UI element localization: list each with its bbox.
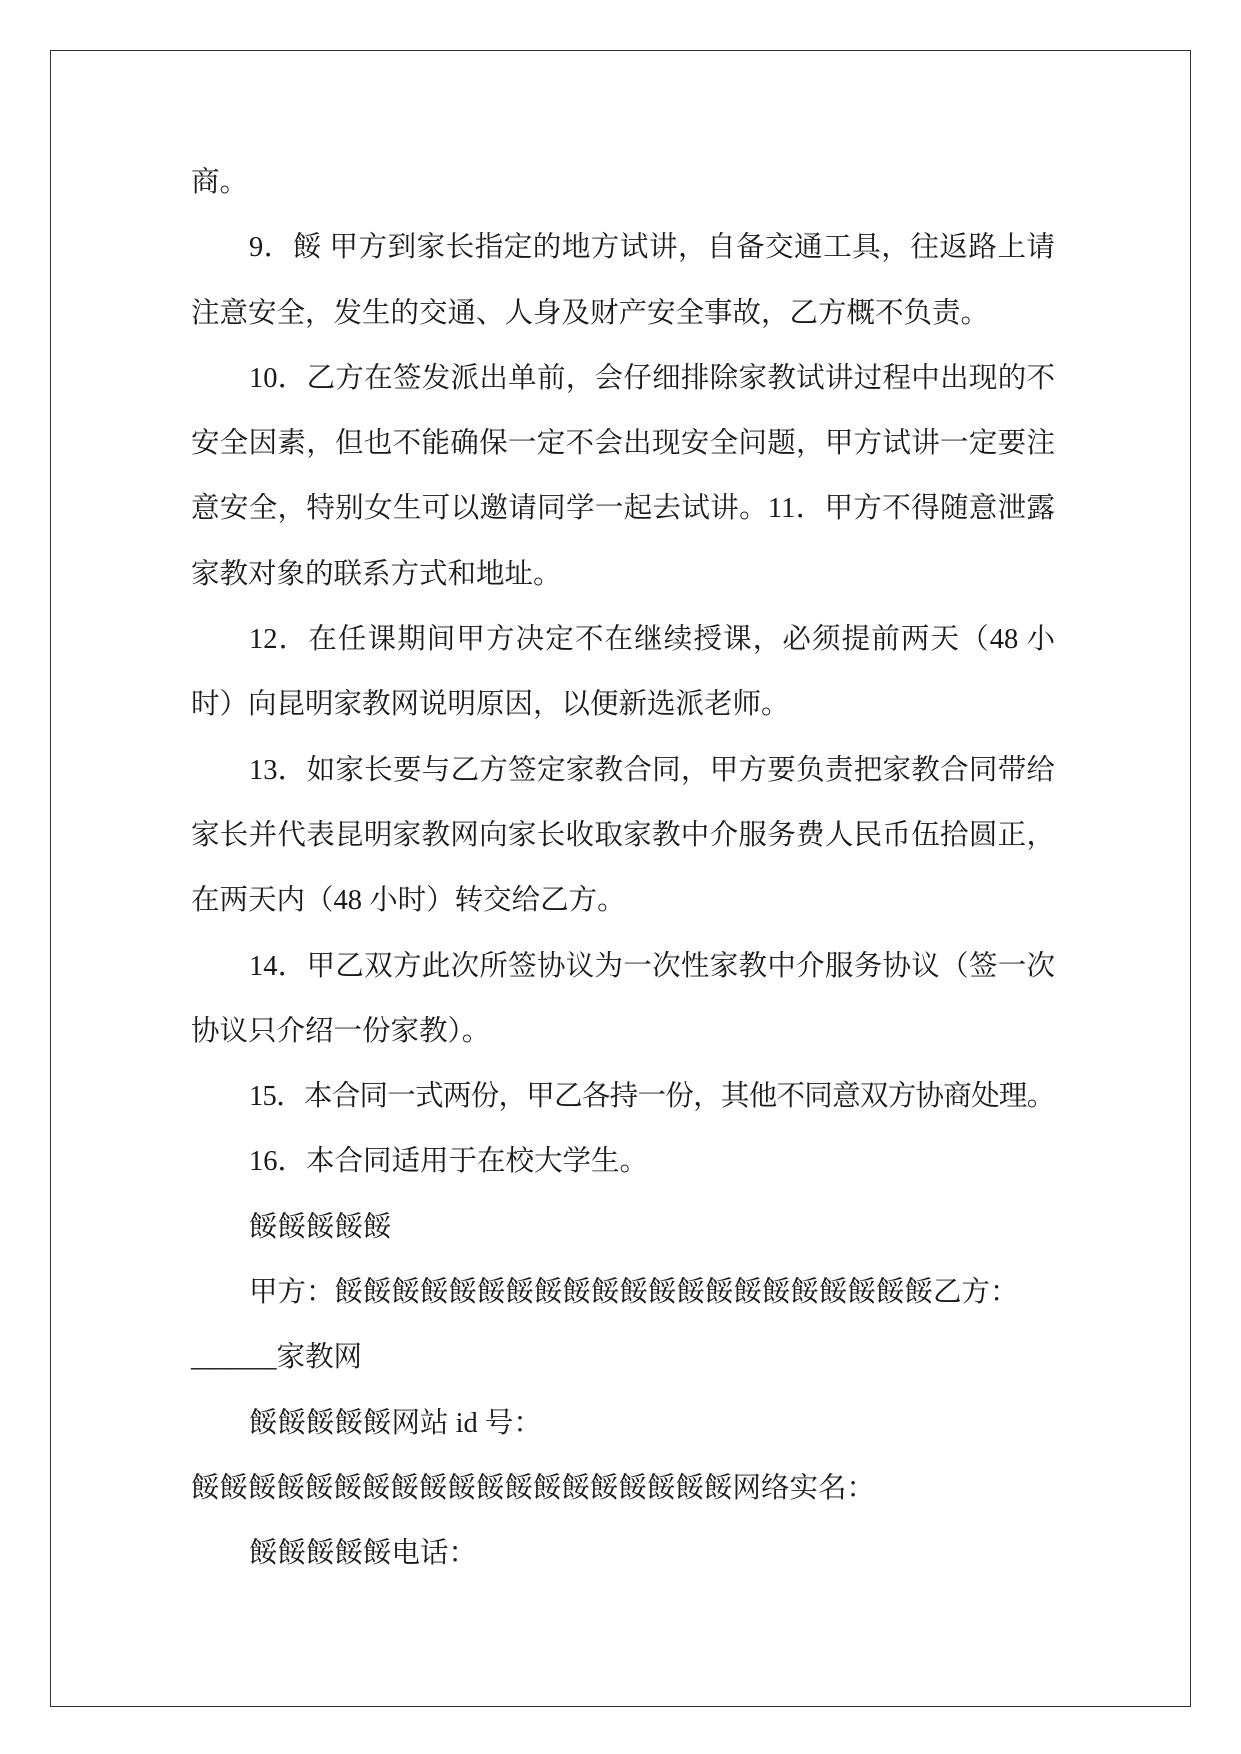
clause-14-line-2: 协议只介绍一份家教）。 — [191, 1015, 491, 1047]
clause-13-line-3: 在两天内（48 小时）转交给乙方。 — [191, 885, 626, 917]
clause-14-line-1: 14．甲乙双方此次所签协议为一次性家教中介服务协议（签一次 — [249, 950, 1055, 982]
clause-12-line-2: 时）向昆明家教网说明原因，以便新选派老师。 — [191, 689, 790, 721]
clause-11-line: 家教对象的联系方式和地址。 — [191, 558, 562, 590]
document-body — [191, 150, 1071, 1587]
clause-10-line-2: 安全因素，但也不能确保一定不会出现安全问题，甲方试讲一定要注 — [191, 428, 1055, 460]
clause-10-11-line: 意安全，特别女生可以邀请同学一起去试讲。11．甲方不得随意泄露 — [191, 493, 1055, 525]
clause-9-line-2: 注意安全，发生的交通、人身及财产安全事故，乙方概不负责。 — [191, 297, 990, 329]
clause-13-line-1: 13．如家长要与乙方签定家教合同，甲方要负责把家教合同带给 — [249, 754, 1055, 786]
clause-10-line-1: 10．乙方在签发派出单前，会仔细排除家教试讲过程中出现的不 — [249, 362, 1055, 394]
party-signature-line: 甲方：餒餒餒餒餒餒餒餒餒餒餒餒餒餒餒餒餒餒餒餒餒乙方： — [249, 1277, 1019, 1309]
clause-12-line-1: 12．在任课期间甲方决定不在继续授课，必须提前两天（48 小 — [249, 624, 1055, 656]
tutoring-site-name-line: ______家教网 — [191, 1342, 363, 1374]
website-id-label: 餒餒餒餒餒网站 id 号： — [249, 1407, 542, 1439]
clause-9-line-1: 9．餒 甲方到家长指定的地方试讲，自备交通工具，往返路上请 — [249, 232, 1055, 264]
clause-15-line: 15．本合同一式两份，甲乙各持一份，其他不同意双方协商处理。 — [249, 1081, 1055, 1113]
clause-8-end-line: 商。 — [191, 167, 249, 198]
clause-13-line-2: 家长并代表昆明家教网向家长收取家教中介服务费人民币伍拾圆正， — [191, 819, 1055, 851]
phone-label: 餒餒餒餒餒电话： — [249, 1538, 478, 1570]
clause-16-line: 16．本合同适用于在校大学生。 — [249, 1146, 649, 1178]
real-name-label: 餒餒餒餒餒餒餒餒餒餒餒餒餒餒餒餒餒餒餒网络实名： — [191, 1472, 876, 1504]
signature-placeholder-line: 餒餒餒餒餒 — [249, 1211, 392, 1243]
